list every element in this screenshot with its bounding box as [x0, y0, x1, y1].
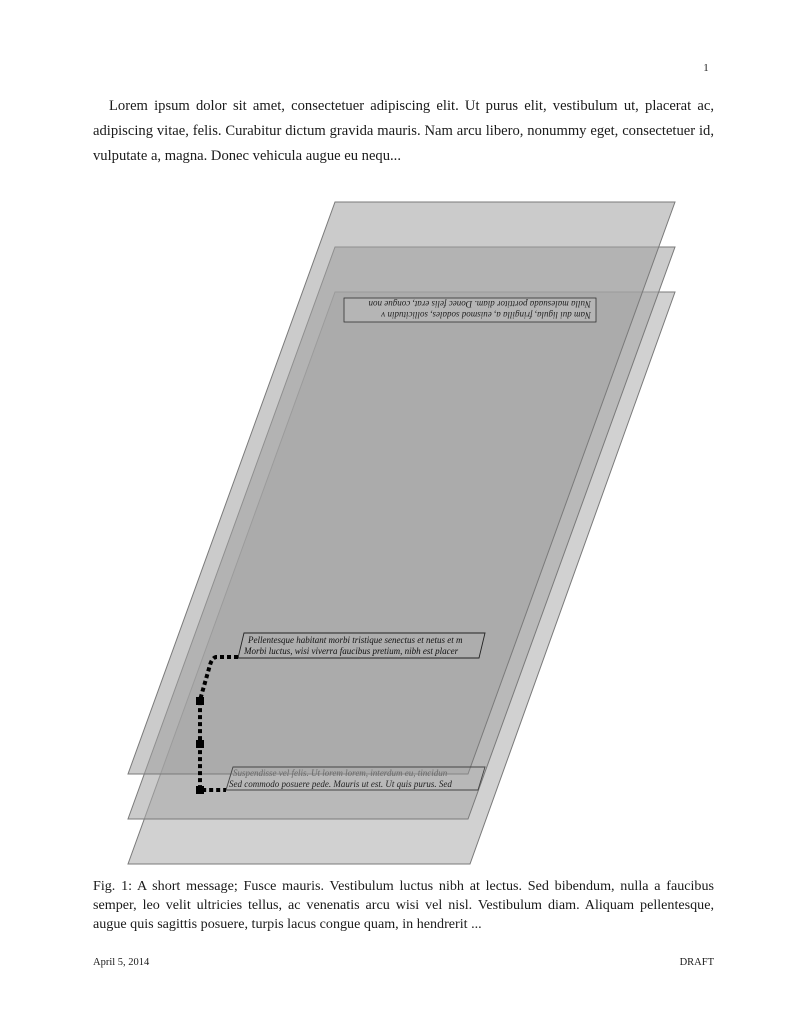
top-label-line2: Nulla malesuada porttitor diam. Donec felis erat, congue non — [368, 299, 591, 309]
connector-node-top — [196, 697, 204, 705]
bottom-label-line2: Sed commodo posuere pede. Mauris ut est. Ut quis purus. Sed — [229, 779, 452, 789]
top-label-line1: Nam dui ligula, fringilla a, euismod sodales, sollicitudin v — [381, 310, 591, 320]
bottom-label-line1: Suspendisse vel felis. Ut lorem lorem, interdum eu, tincidun — [233, 768, 448, 778]
page-number: 1 — [703, 62, 709, 74]
middle-label-line1: Pellentesque habitant morbi tristique senectus et netus et m — [248, 635, 463, 645]
figure-caption: Fig. 1: A short message; Fusce mauris. Vestibulum luctus nibh at lectus. Sed bibendum, nulla a faucibus semper, leo velit ultricies tellus, ac venenatis arcu wisi vel nisl. Vestibulum diam. Aliquam pellentesque, augue quis sagittis posuere, turpis lacus congue quam, in hendrerit ... — [93, 878, 714, 932]
footer-draft-label: DRAFT — [679, 957, 714, 968]
intro-paragraph: Lorem ipsum dolor sit amet, consectetuer adipiscing elit. Ut purus elit, vestibulum ut, placerat ac, adipiscing vitae, felis. Curabitur dictum gravida mauris. Nam arcu libero, nonummy eget, consectetuer id, vulputate a, magna. Donec vehicula augue eu nequ... — [93, 98, 714, 164]
middle-label-box — [238, 633, 485, 658]
top-label-box — [344, 298, 596, 322]
bottom-label-box — [226, 767, 485, 790]
connector-node-bottom — [196, 786, 204, 794]
footer-date: April 5, 2014 — [93, 957, 150, 968]
middle-label-line2: Morbi luctus, wisi viverra faucibus pretium, nibh est placer — [244, 646, 459, 656]
connector-node-middle — [196, 740, 204, 748]
